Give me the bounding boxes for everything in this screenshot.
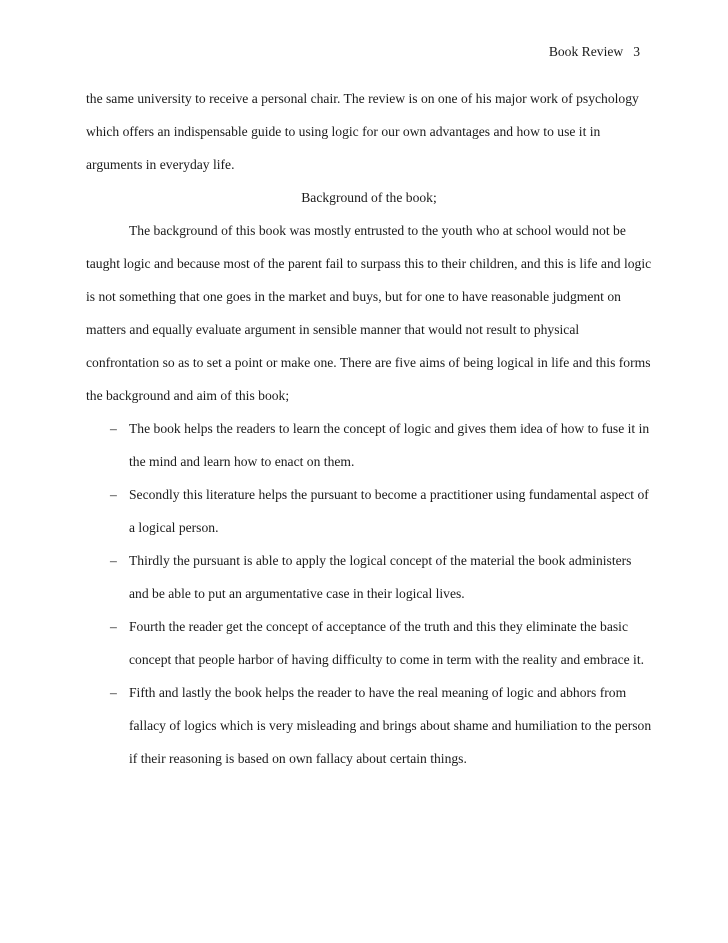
list-item bbox=[86, 676, 652, 775]
running-head bbox=[549, 42, 640, 62]
list-item bbox=[86, 610, 652, 676]
aim-text: Secondly this literature helps the pursuant to become a practitioner using fundamental aspect of a logical person. bbox=[129, 487, 649, 535]
bullet-dash: – bbox=[110, 619, 117, 634]
aim-text: Thirdly the pursuant is able to apply the logical concept of the material the book administers and be able to put an argumentative case in their logical lives. bbox=[129, 553, 632, 601]
list-item bbox=[86, 478, 652, 544]
background-paragraph: The background of this book was mostly entrusted to the youth who at school would not be taught logic and because most of the parent fail to surpass this to their children, and this is life and logic is not something that one goes in the market and buys, but for one to have reasonable judgment on matters and equally evaluate argument in sensible manner that would not result to physical confrontation so as to set a point or make one. There are five aims of being logical in life and this forms the background and aim of this book; bbox=[86, 223, 652, 403]
aim-text: The book helps the readers to learn the concept of logic and gives them idea of how to fuse it in the mind and learn how to enact on them. bbox=[129, 421, 650, 469]
bullet-dash: – bbox=[110, 553, 117, 568]
intro-paragraph: the same university to receive a personal chair. The review is on one of his major work of psychology which offers an indispensable guide to using logic for our own advantages and how to use it in arguments in everyday life. bbox=[86, 91, 639, 172]
list-item bbox=[86, 544, 652, 610]
aims-list bbox=[86, 412, 652, 775]
aim-text: Fourth the reader get the concept of acceptance of the truth and this they eliminate the basic concept that people harbor of having difficulty to come in term with the reality and embrace it. bbox=[129, 619, 645, 667]
bullet-dash: – bbox=[110, 487, 117, 502]
bullet-dash: – bbox=[110, 685, 117, 700]
running-head-title: Book Review bbox=[548, 44, 624, 59]
list-item bbox=[86, 412, 652, 478]
body-text bbox=[86, 82, 652, 775]
aim-text: Fifth and lastly the book helps the reader to have the real meaning of logic and abhors from fallacy of logics which is very misleading and brings about shame and humiliation to the person if their reasoning is based on own fallacy about certain things. bbox=[129, 685, 652, 766]
bullet-dash: – bbox=[110, 421, 117, 436]
section-heading: Background of the book; bbox=[301, 190, 437, 205]
page-number: 3 bbox=[633, 44, 640, 59]
